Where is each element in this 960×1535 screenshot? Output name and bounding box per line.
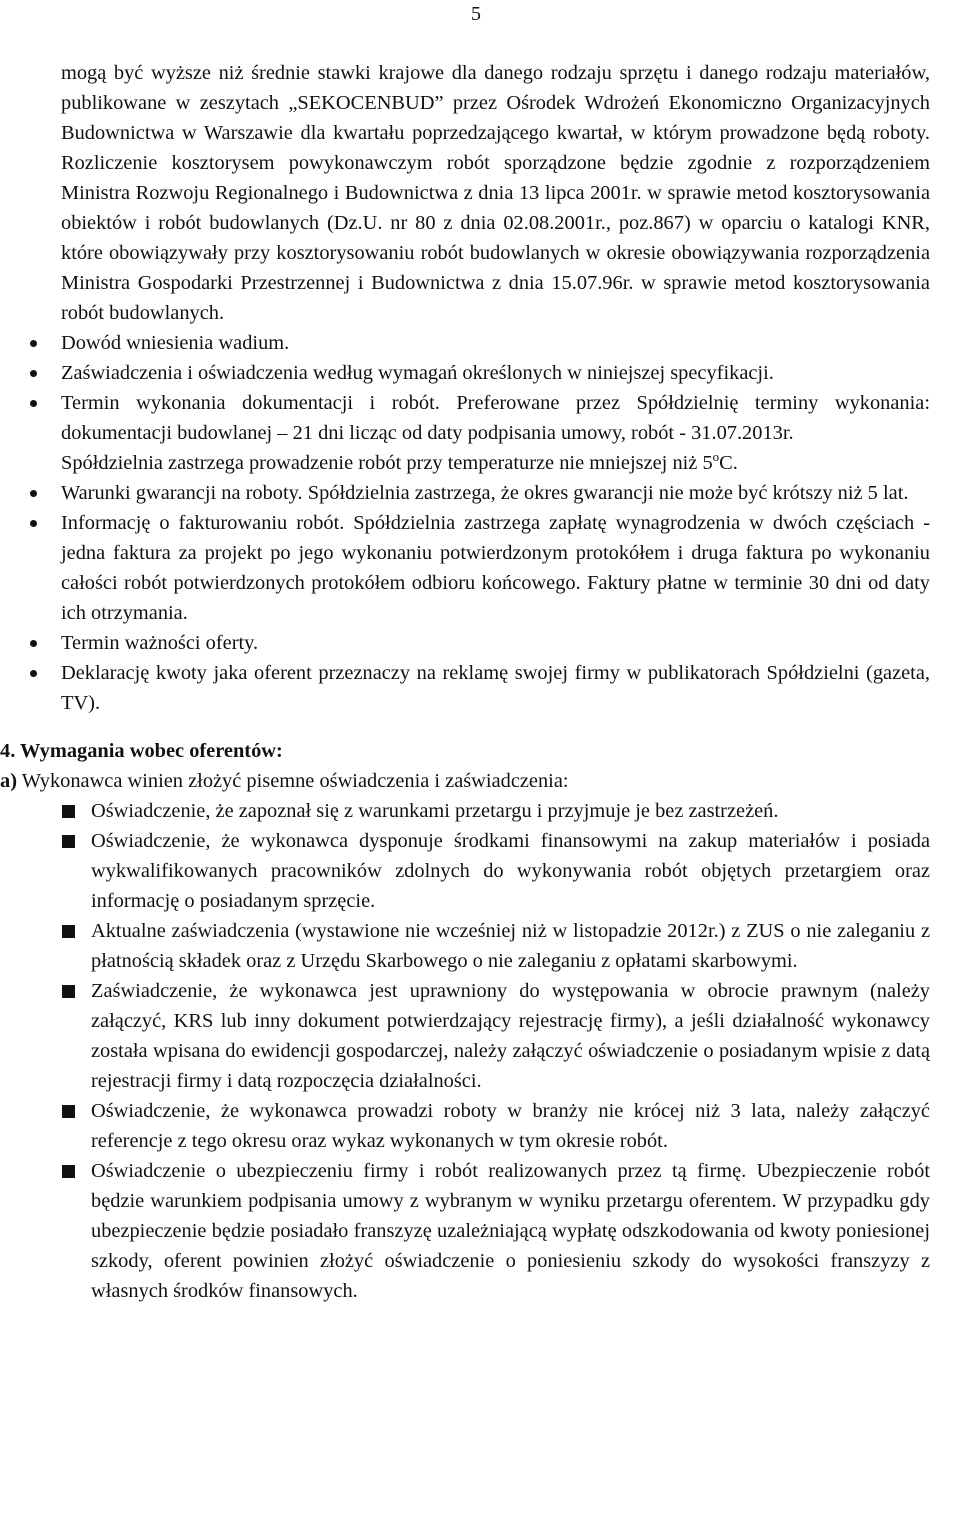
page-number: 5	[471, 3, 481, 25]
requirements-list	[61, 796, 930, 1306]
section-heading: 4. Wymagania wobec oferentów:	[0, 740, 283, 762]
temperature-note: Spółdzielnia zastrzega prowadzenie robót przy temperaturze nie mniejszej niż 5$^o$C.	[61, 449, 738, 474]
offer-contents-list	[61, 328, 930, 718]
intro-paragraph: mogą być wyższe niż średnie stawki krajowe dla danego rodzaju sprzętu i danego rodzaju materiałów, publikowane w zeszytach „SEKOCENBUD” przez Ośrodek Wdrożeń Ekonomiczno Organizacyjnych Budownictwa w Warszawie dla kwartału poprzedzającego kwartał, w którym prowadzone będą roboty. Rozliczenie kosztorysem powykonawczym robót sporządzone będzie zgodnie z rozporządzeniem Ministra Rozwoju Regionalnego i Budownictwa z dnia 13 lipca 2001r. w sprawie metod kosztorysowania obiektów i robót budowlanych (Dz.U. nr 80 z dnia 02.08.2001r., poz.867) w oparciu o katalogi KNR, które obowiązywały przy kosztorysowaniu robót budowlanych w okresie obowiązywania rozporządzenia Ministra Gospodarki Przestrzennej i Budownictwa z dnia 15.07.96r. w sprawie metod kosztorysowania robót budowlanych.	[61, 62, 930, 324]
square-bullet-icon	[62, 805, 75, 818]
list-item: Oświadczenie, że zapoznał się z warunkami przetargu i przyjmuje je bez zastrzeżeń.	[91, 796, 930, 826]
bullet-icon	[30, 340, 37, 347]
list-item: Termin ważności oferty.	[61, 628, 930, 658]
bullet-icon	[30, 640, 37, 647]
list-item: Informację o fakturowaniu robót. Spółdzielnia zastrzega zapłatę wynagrodzenia w dwóch częściach - jedna faktura za projekt po jego wykonaniu potwierdzonym protokółem i druga faktura po wykonaniu całości robót potwierdzonych protokółem odbioru końcowego. Faktury płatne w terminie 30 dni od daty ich otrzymania.	[61, 508, 930, 628]
list-item: Oświadczenie, że wykonawca dysponuje środkami finansowymi na zakup materiałów i posiada wykwalifikowanych pracowników zdolnych do wykonywania robót objętych przetargiem oraz informację o posiadanym sprzęcie.	[91, 826, 930, 916]
square-bullet-icon	[62, 925, 75, 938]
square-bullet-icon	[62, 1165, 75, 1178]
square-bullet-icon	[62, 1105, 75, 1118]
list-item: Aktualne zaświadczenia (wystawione nie wcześniej niż w listopadzie 2012r.) z ZUS o nie zaleganiu z płatnością składek oraz z Urzędu Skarbowego o nie zaleganiu z opłatami skarbowymi.	[91, 916, 930, 976]
list-item: Deklarację kwoty jaka oferent przeznaczy na reklamę swojej firmy w publikatorach Spółdzielni (gazeta, TV).	[61, 658, 930, 718]
list-item: Oświadczenie o ubezpieczeniu firmy i robót realizowanych przez tą firmę. Ubezpieczenie robót będzie warunkiem podpisania umowy z wybranym w wyniku przetargu oferentem. W przypadku gdy ubezpieczenie będzie posiadało franszyzę uzależniającą wypłatę odszkodowania od kwoty poniesionej szkody, oferent powinien złożyć oświadczenie o poniesieniu szkody do wysokości franszyzy z własnych środków finansowych.	[91, 1156, 930, 1306]
subsection-intro: a) Wykonawca winien złożyć pisemne oświadczenia i zaświadczenia:	[0, 770, 569, 792]
bullet-icon	[30, 670, 37, 677]
list-item: Warunki gwarancji na roboty. Spółdzielnia zastrzega, że okres gwarancji nie może być krótszy niż 5 lat.	[61, 478, 930, 508]
bullet-icon	[30, 370, 37, 377]
list-item: Dowód wniesienia wadium.	[61, 328, 930, 358]
list-item: Oświadczenie, że wykonawca prowadzi roboty w branży nie krócej niż 3 lata, należy załączyć referencje z tego okresu oraz wykaz wykonanych w tym okresie robót.	[91, 1096, 930, 1156]
list-item: Zaświadczenie, że wykonawca jest uprawniony do występowania w obrocie prawnym (należy załączyć, KRS lub inny dokument potwierdzający rejestrację firmy), a jeśli działalność wykonawcy została wpisana do ewidencji gospodarczej, należy załączyć oświadczenie o posiadanym wpisie z datą rejestracji firmy i datą rozpoczęcia działalności.	[91, 976, 930, 1096]
square-bullet-icon	[62, 985, 75, 998]
bullet-icon	[30, 400, 37, 407]
square-bullet-icon	[62, 835, 75, 848]
bullet-icon	[30, 520, 37, 527]
list-item: Zaświadczenia i oświadczenia według wymagań określonych w niniejszej specyfikacji.	[61, 358, 930, 388]
list-item: Termin wykonania dokumentacji i robót. Preferowane przez Spółdzielnię terminy wykonania: dokumentacji budowlanej – 21 dni licząc od daty podpisania umowy, robót - 31.07.2013r. Spółdzielnia zastrzega prowadzenie robót przy temperaturze nie mniejszej niż 5$^o$C.	[61, 388, 930, 478]
bullet-icon	[30, 490, 37, 497]
